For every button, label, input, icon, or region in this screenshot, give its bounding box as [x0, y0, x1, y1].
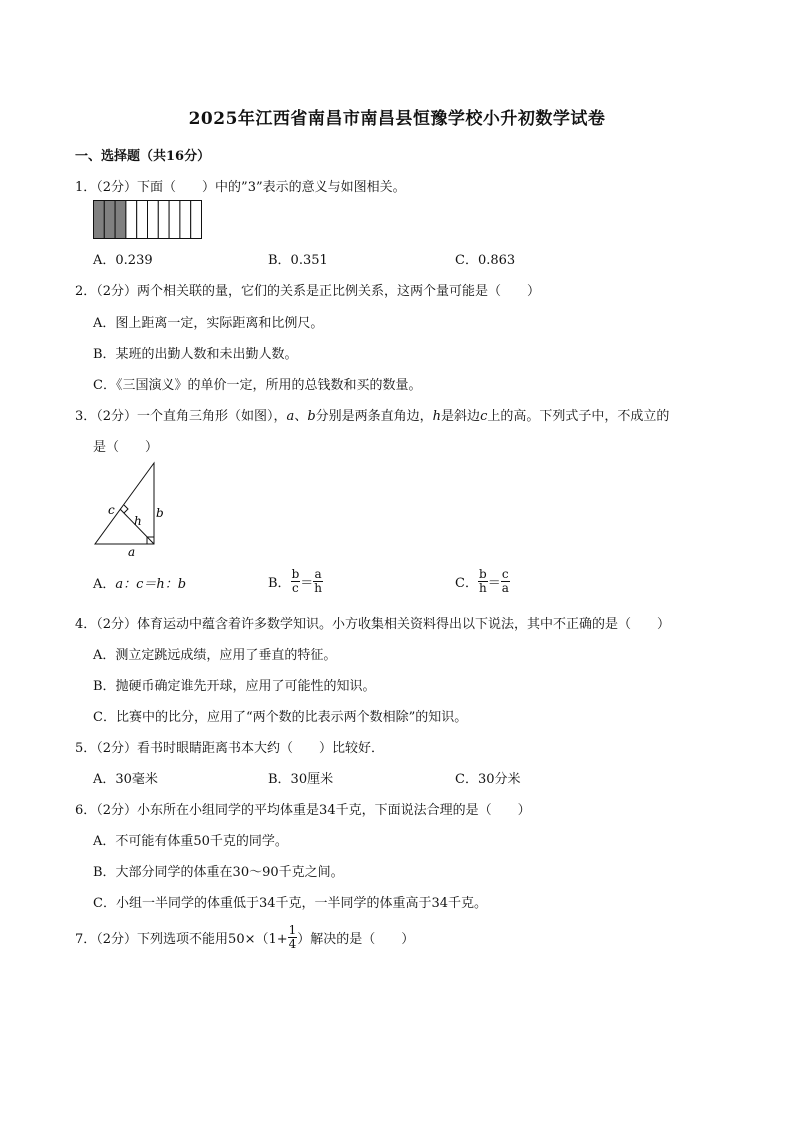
page-title: 2025年江西省南昌市南昌县恒豫学校小升初数学试卷 — [188, 109, 606, 129]
label-a: a — [128, 545, 136, 559]
question-4-option-b: B．抛硬币确定谁先开球，应用了可能性的知识。 — [93, 679, 376, 694]
grid-cell — [148, 201, 159, 239]
q3-text-4: 上的高。下列式子中，不成立的 — [487, 409, 670, 424]
question-6-stem: 6．（2分）小东所在小组同学的平均体重是34千克，下面说法合理的是（ ） — [75, 803, 531, 818]
grid-cell — [169, 201, 180, 239]
q3-text-2: 分别是两条直角边， — [315, 409, 433, 424]
label-b: b — [156, 506, 164, 520]
question-1-option-b: B．0.351 — [268, 253, 328, 268]
question-4-option-c: C．比赛中的比分，应用了“两个数的比表示两个数相除”的知识。 — [93, 710, 468, 725]
q3-opt-a-prefix: A． — [93, 577, 116, 592]
triangle-outline — [95, 463, 154, 544]
label-c: c — [108, 503, 115, 517]
question-1-option-c: C．0.863 — [455, 253, 516, 268]
q3-var-a: a — [286, 409, 295, 424]
q7-fraction — [288, 924, 298, 951]
question-5-stem: 5．（2分）看书时眼睛距离书本大约（ ）比较好． — [75, 741, 385, 756]
question-1-option-a: A．0.239 — [93, 253, 153, 268]
question-6-option-a: A．不可能有体重50千克的同学。 — [93, 834, 288, 849]
question-2-stem: 2．（2分）两个相关联的量，它们的关系是正比例关系，这两个量可能是（ ） — [75, 284, 541, 299]
grid-cell — [158, 201, 169, 239]
frac-numerator: a — [314, 567, 322, 581]
question-5-option-a: A．30毫米 — [93, 772, 158, 787]
question-3-option-b — [268, 568, 323, 595]
q3-text-3: 是斜边 — [441, 409, 481, 424]
question-7-stem — [75, 924, 414, 951]
section-heading: 一、选择题（共16分） — [75, 149, 211, 164]
frac-denominator: h — [314, 581, 322, 596]
q3-opt-c-prefix: C． — [455, 576, 478, 592]
grid-cell — [180, 201, 191, 239]
question-3-stem-line1 — [75, 405, 669, 424]
q3-opt-b-frac1 — [291, 568, 301, 595]
frac-numerator: b — [478, 567, 487, 581]
frac-denominator: 4 — [288, 937, 297, 952]
equals-sign: ＝ — [300, 576, 314, 592]
q3-opt-c-frac1 — [478, 568, 488, 595]
question-3-stem-line2: 是（ ） — [93, 440, 159, 455]
frac-denominator: c — [292, 581, 299, 596]
q3-opt-a-expr: a：c＝h：b — [115, 577, 187, 592]
grid-cell-shaded — [115, 201, 126, 239]
q3-var-h: h — [432, 409, 442, 424]
grid-cell — [191, 201, 202, 239]
question-2-option-b: B．某班的出勤人数和未出勤人数。 — [93, 347, 298, 362]
equals-sign: ＝ — [487, 576, 501, 592]
height-right-angle-mark — [124, 505, 128, 513]
question-6-option-b: B．大部分同学的体重在30～90千克之间。 — [93, 865, 344, 880]
question-3-option-c — [455, 568, 510, 595]
question-5-option-b: B．30厘米 — [268, 772, 334, 787]
q7-text-1: 7．（2分）下列选项不能用50×（1+ — [75, 932, 288, 948]
q3-sep: 、 — [294, 409, 308, 424]
question-3-option-a — [93, 573, 186, 592]
frac-denominator: h — [478, 581, 487, 596]
question-2-option-a: A．图上距离一定，实际距离和比例尺。 — [93, 316, 324, 331]
q3-opt-b-frac2 — [313, 568, 323, 595]
q3-var-c: c — [480, 409, 488, 424]
grid-cell-shaded — [104, 201, 115, 239]
frac-numerator: 1 — [288, 923, 297, 937]
frac-denominator: a — [501, 581, 509, 596]
grid-cell-shaded — [94, 201, 105, 239]
q7-text-2: ）解决的是（ ） — [297, 932, 415, 948]
grid-cell — [126, 201, 137, 239]
frac-numerator: b — [291, 567, 300, 581]
question-1-stem: 1．（2分）下面（ ）中的”3”表示的意义与如图相关。 — [75, 180, 406, 195]
q3-opt-b-prefix: B． — [268, 576, 291, 592]
question-6-option-c: C．小组一半同学的体重低于34千克，一半同学的体重高于34千克。 — [93, 896, 488, 911]
q3-text-1: 3．（2分）一个直角三角形（如图）， — [75, 409, 287, 424]
grid-cell — [137, 201, 148, 239]
q3-var-b: b — [307, 409, 316, 424]
frac-numerator: c — [501, 567, 509, 581]
q3-opt-c-frac2 — [501, 568, 510, 595]
right-triangle-figure — [88, 460, 168, 560]
label-h: h — [134, 514, 142, 528]
question-5-option-c: C．30分米 — [455, 772, 521, 787]
question-1-grid-figure — [93, 200, 203, 240]
question-4-option-a: A．测立定跳远成绩，应用了垂直的特征。 — [93, 648, 337, 663]
question-4-stem: 4．（2分）体育运动中蕴含着许多数学知识。小方收集相关资料得出以下说法，其中不正确的是（ ） — [75, 617, 671, 632]
question-2-option-c: C．《三国演义》的单价一定，所用的总钱数和买的数量。 — [93, 378, 422, 393]
